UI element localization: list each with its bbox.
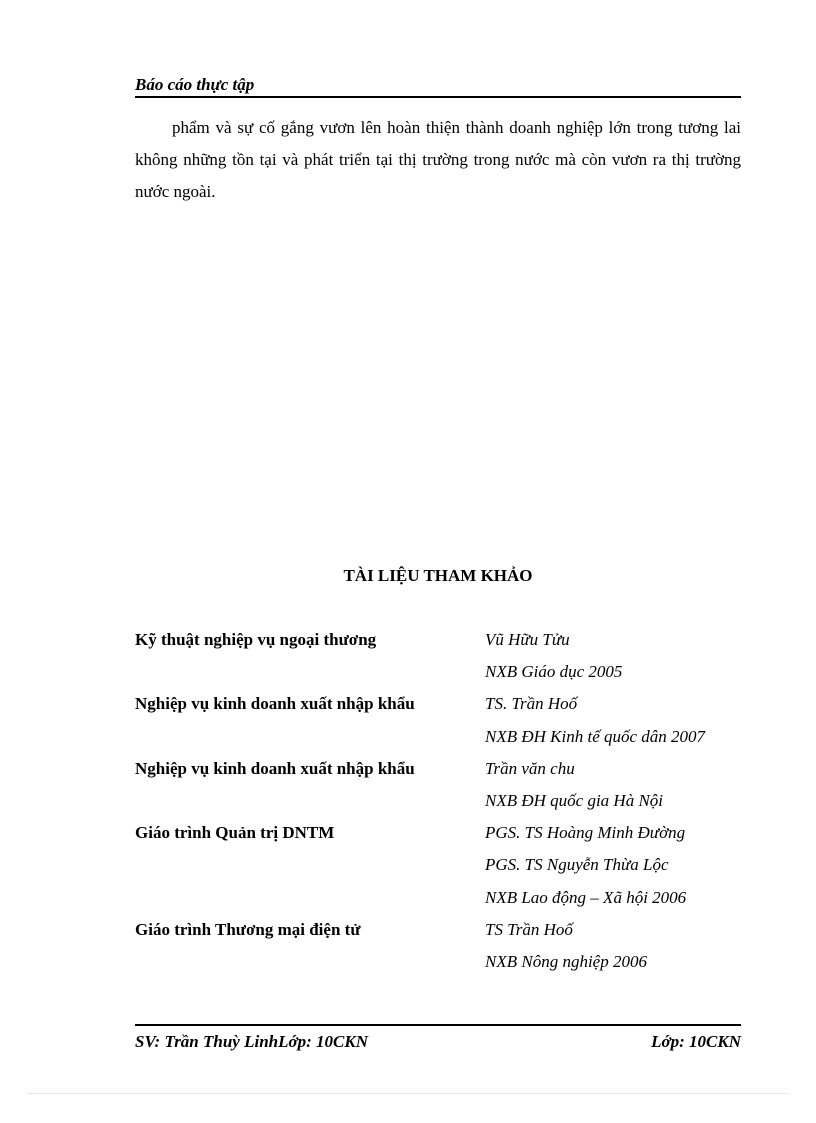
reference-author-publisher: PGS. TS Nguyễn Thừa Lộc <box>485 855 669 875</box>
reference-line <box>135 756 741 788</box>
reference-author-publisher: Vũ Hữu Tửu <box>485 630 570 649</box>
page-header <box>135 72 741 98</box>
reference-author-publisher: NXB ĐH Kinh tế quốc dân 2007 <box>485 726 706 746</box>
body-paragraph: phẩm và sự cố gắng vươn lên hoàn thiện thành doanh nghiệp lớn trong tương lai không những tồn tại và phát triển tại thị trường trong nước mà còn vươn ra thị trường nước ngoài. <box>135 118 741 201</box>
references-list <box>135 627 741 981</box>
reference-author-publisher: NXB Lao động – Xã hội 2006 <box>485 887 687 907</box>
page-footer <box>135 1024 741 1056</box>
reference-line <box>135 820 741 852</box>
reference-book-title: Kỹ thuật nghiệp vụ ngoại thương <box>135 630 377 649</box>
footer-student-info: SV: Trần Thuỳ LinhLớp: 10CKN <box>135 1032 368 1051</box>
reference-line <box>135 724 741 756</box>
reference-book-title: Nghiệp vụ kinh doanh xuất nhập khẩu <box>135 694 415 714</box>
reference-book-title: Giáo trình Quản trị DNTM <box>135 823 335 843</box>
reference-author-publisher: TS Trần Hoố <box>485 919 573 939</box>
reference-line <box>135 627 741 659</box>
reference-book-title: Giáo trình Thương mại điện tử <box>135 919 361 939</box>
reference-line <box>135 659 741 691</box>
reference-author-publisher: NXB Giáo dục 2005 <box>485 662 623 682</box>
reference-author-publisher: NXB Nông nghiệp 2006 <box>485 951 647 971</box>
reference-book-title: Nghiệp vụ kinh doanh xuất nhập khẩu <box>135 758 415 778</box>
reference-line <box>135 691 741 723</box>
reference-author-publisher: PGS. TS Hoàng Minh Đường <box>485 823 686 843</box>
reference-author-publisher: TS. Trần Hoố <box>485 694 578 714</box>
page-edge-divider <box>28 1093 788 1094</box>
reference-line <box>135 949 741 981</box>
reference-author-publisher: Trần văn chu <box>485 758 575 778</box>
reference-line <box>135 852 741 884</box>
footer-class-info: Lớp: 10CKN <box>651 1032 741 1051</box>
reference-line <box>135 885 741 917</box>
reference-line <box>135 788 741 820</box>
header-title: Báo cáo thực tập <box>135 75 255 94</box>
reference-line <box>135 917 741 949</box>
references-title: TÀI LIỆU THAM KHẢO <box>343 566 533 585</box>
reference-author-publisher: NXB ĐH quốc gia Hà Nội <box>485 790 664 810</box>
